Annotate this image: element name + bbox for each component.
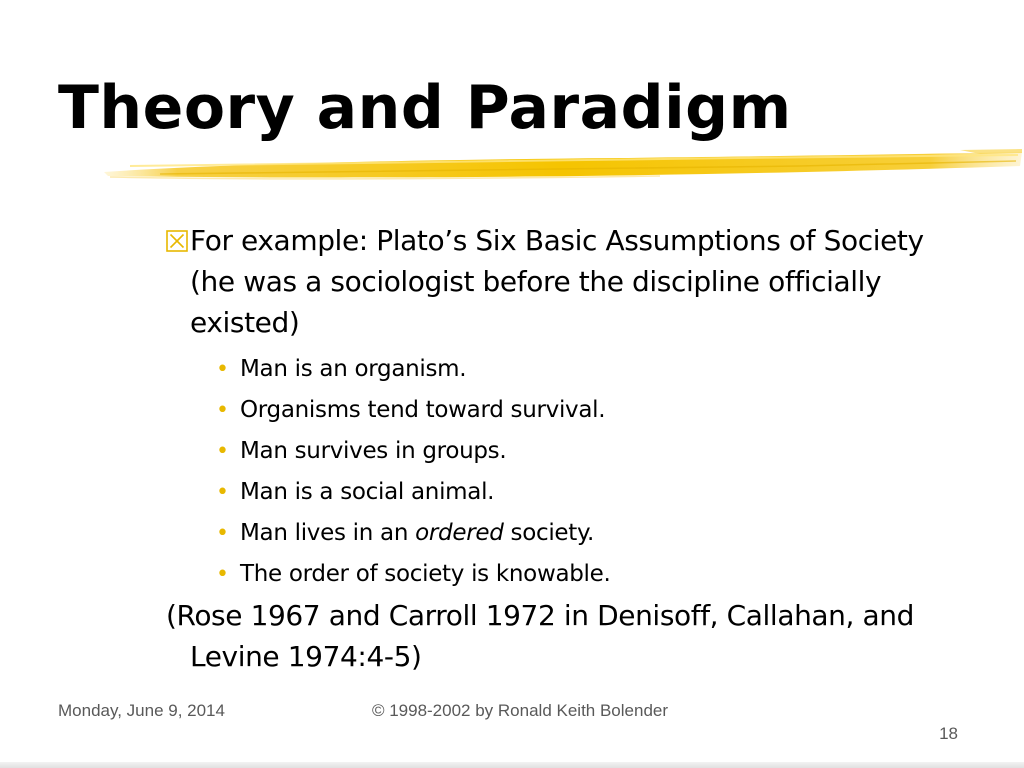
slide-title: Theory and Paradigm [58, 73, 792, 143]
bottom-edge-divider [0, 762, 1024, 768]
footer-date: Monday, June 9, 2014 [58, 701, 225, 720]
main-bullet [166, 220, 966, 343]
footer-page-number: 18 [939, 724, 958, 743]
title-brush-stroke-underline [100, 146, 1024, 188]
assumption-text: Organisms tend toward survival. [240, 397, 606, 423]
bullet-dot-icon: • [216, 439, 229, 464]
assumption-text-after: society. [503, 520, 595, 546]
assumption-item [216, 349, 966, 390]
bullet-dot-icon: • [216, 562, 229, 587]
assumptions-list [166, 349, 966, 595]
citation: (Rose 1967 and Carroll 1972 in Denisoff, Callahan, and Levine 1974:4-5) [166, 599, 915, 673]
slide-body [166, 220, 966, 677]
footer-copyright: © 1998-2002 by Ronald Keith Bolender [371, 701, 669, 720]
assumption-item [216, 431, 966, 472]
bullet-dot-icon: • [216, 398, 229, 423]
assumption-text: Man is a social animal. [240, 479, 495, 505]
assumption-item [216, 513, 966, 554]
bullet-dot-icon: • [216, 521, 229, 546]
assumption-text-before: Man lives in an [240, 520, 416, 546]
bullet-dot-icon: • [216, 357, 229, 382]
assumption-item [216, 554, 966, 595]
main-bullet-text: For example: Plato’s Six Basic Assumptions of Society (he was a sociologist before the discipline officially existed) [190, 224, 924, 339]
assumption-text: Man is an organism. [240, 356, 467, 382]
assumption-text: The order of society is knowable. [240, 561, 611, 587]
x-box-icon [166, 230, 188, 252]
assumption-text: Man survives in groups. [240, 438, 507, 464]
assumption-item [216, 472, 966, 513]
bullet-dot-icon: • [216, 480, 229, 505]
assumption-emphasis: ordered [415, 520, 504, 546]
assumption-item [216, 390, 966, 431]
